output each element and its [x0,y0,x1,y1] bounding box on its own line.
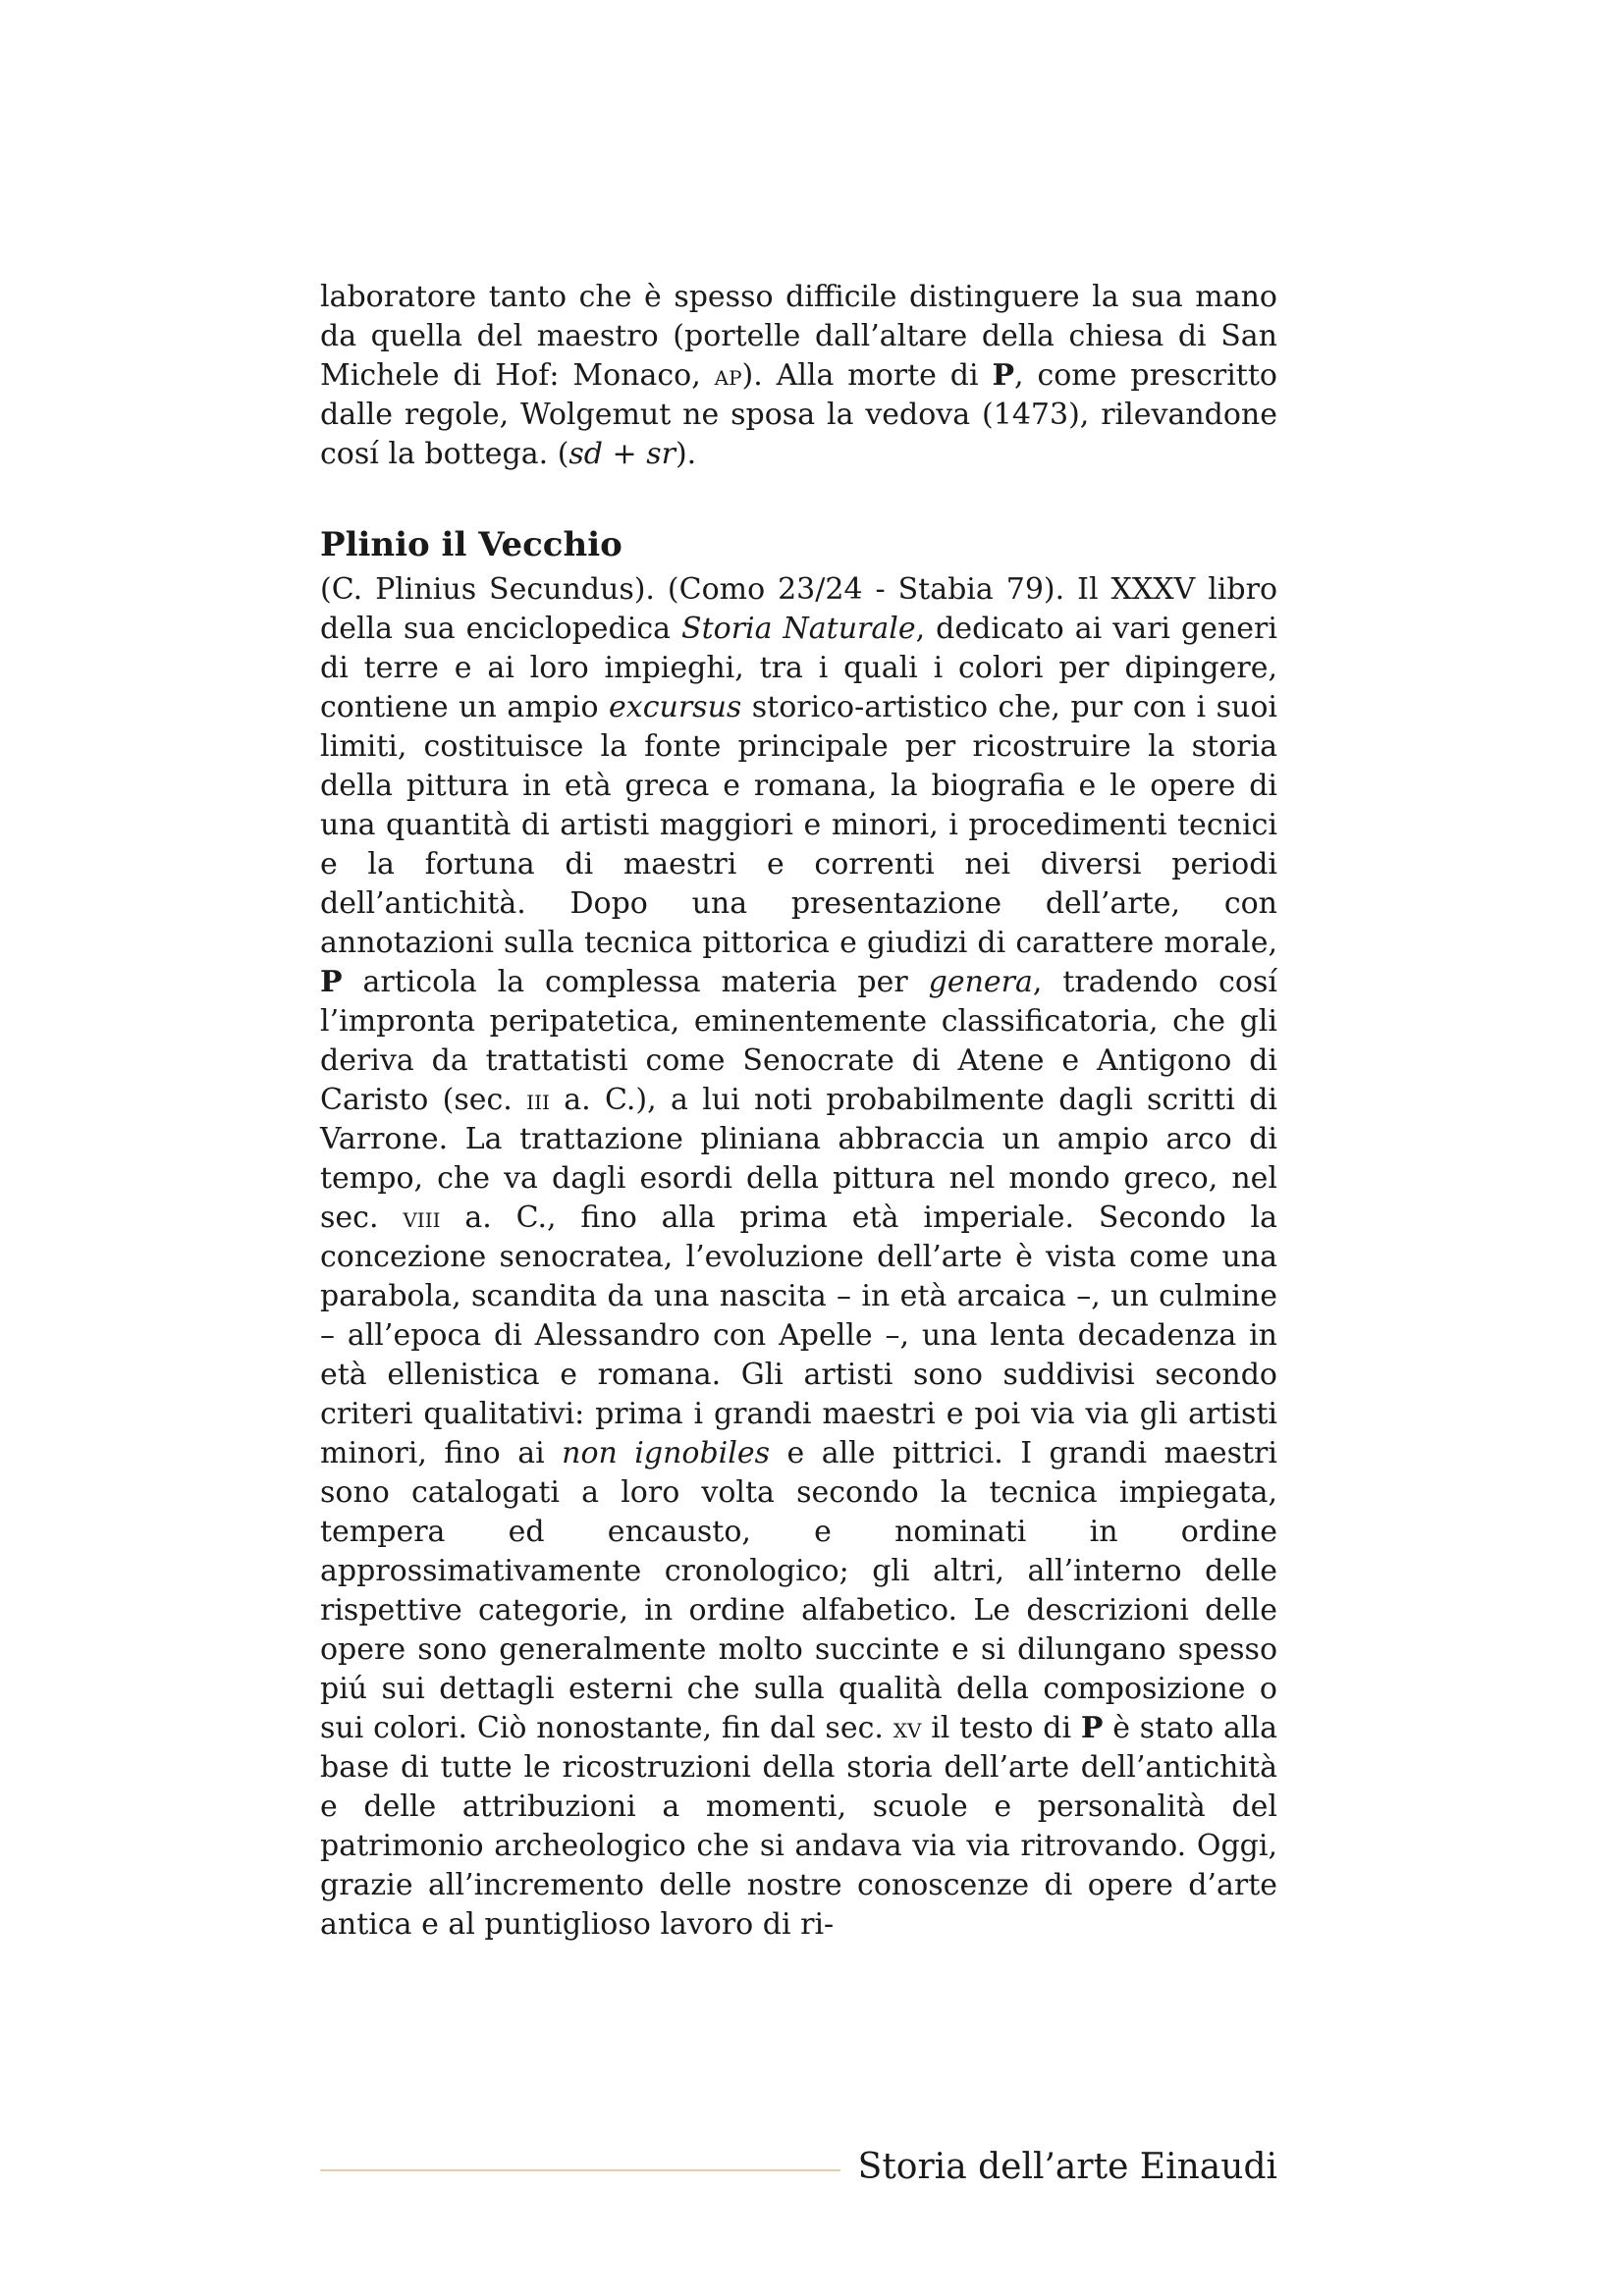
previous-entry-continuation: laboratore tanto che è spesso difficile distinguere la sua mano da quella del maestro (portelle dall’altare della chiesa di San Michele di Hof: Monaco, ap). Alla morte di P, come prescritto dalle regole, Wolgemut ne sposa la vedova (1473), rilevandone cosí la bottega. (sd + sr). [320,280,1277,471]
century-numeral: viii [403,1201,441,1234]
entry-initial: P [320,965,343,999]
entry-title: Plinio il Vecchio [320,525,622,564]
work-title: Storia Naturale [681,612,916,646]
museum-abbreviation: ap [714,359,742,392]
text-column [320,278,1277,1945]
entry-body: (C. Plinius Secundus). (Como 23/24 - Stabia 79). Il XXXV libro della sua enciclopedica Storia Naturale, dedicato ai vari generi di terre e ai loro impieghi, tra i quali i colori per dipingere, contiene un ampio excursus storico-artistico che, pur con i suoi limiti, costituisce la fonte principale per ricostruire la storia della pittura in età greca e romana, la biografia e le opere di una quantità di artisti maggiori e minori, i procedimenti tecnici e la fortuna di maestri e correnti nei diversi periodi dell’antichità. Dopo una presentazione dell’arte, con annotazioni sulla tecnica pittorica e giudizi di carattere morale, P articola la complessa materia per genera, tradendo cosí l’impronta peripatetica, eminentemente classificatoria, che gli deriva da trattatisti come Senocrate di Atene e Antigono di Caristo (sec. iii a. C.), a lui noti probabilmente dagli scritti di Varrone. La trattazione pliniana abbraccia un ampio arco di tempo, che va dagli esordi della pittura nel mondo greco, nel sec. viii a. C., fino alla prima età imperiale. Secondo la concezione senocratea, l’evoluzione dell’arte è vista come una parabola, scandita da una nascita – in età arcaica –, un culmine – all’epoca di Alessandro con Apelle –, una lenta decadenza in età ellenistica e romana. Gli artisti sono suddivisi secondo criteri qualitativi: prima i grandi maestri e poi via via gli artisti minori, fino ai non ignobiles e alle pittrici. I grandi maestri sono catalogati a loro volta secondo la tecnica impiegata, tempera ed encausto, e nominati in ordine approssimativamente cronologico; gli altri, all’interno delle rispettive categorie, in ordine alfabetico. Le descrizioni delle opere sono generalmente molto succinte e si dilungano spesso piú sui dettagli esterni che sulla qualità della composizione o sui colori. Ciò nonostante, fin dal sec. xv il testo di P è stato alla base di tutte le ricostruzioni della storia dell’arte dell’antichità e delle attribuzioni a momenti, scuole e personalità del patrimonio archeologico che si andava via via ritrovando. Oggi, grazie all’incremento delle nostre conoscenze di opere d’arte antica e al puntiglioso lavoro di ri- [320,572,1277,1942]
entry-initial: P [1080,1711,1104,1745]
footer-rule [320,2169,840,2171]
footer-publication-title: Storia dell’arte Einaudi [857,2147,1277,2187]
century-numeral: iii [526,1084,550,1116]
century-numeral: xv [893,1712,922,1744]
author-initials: sd + sr [568,437,676,471]
entry-initial: P [992,358,1015,393]
